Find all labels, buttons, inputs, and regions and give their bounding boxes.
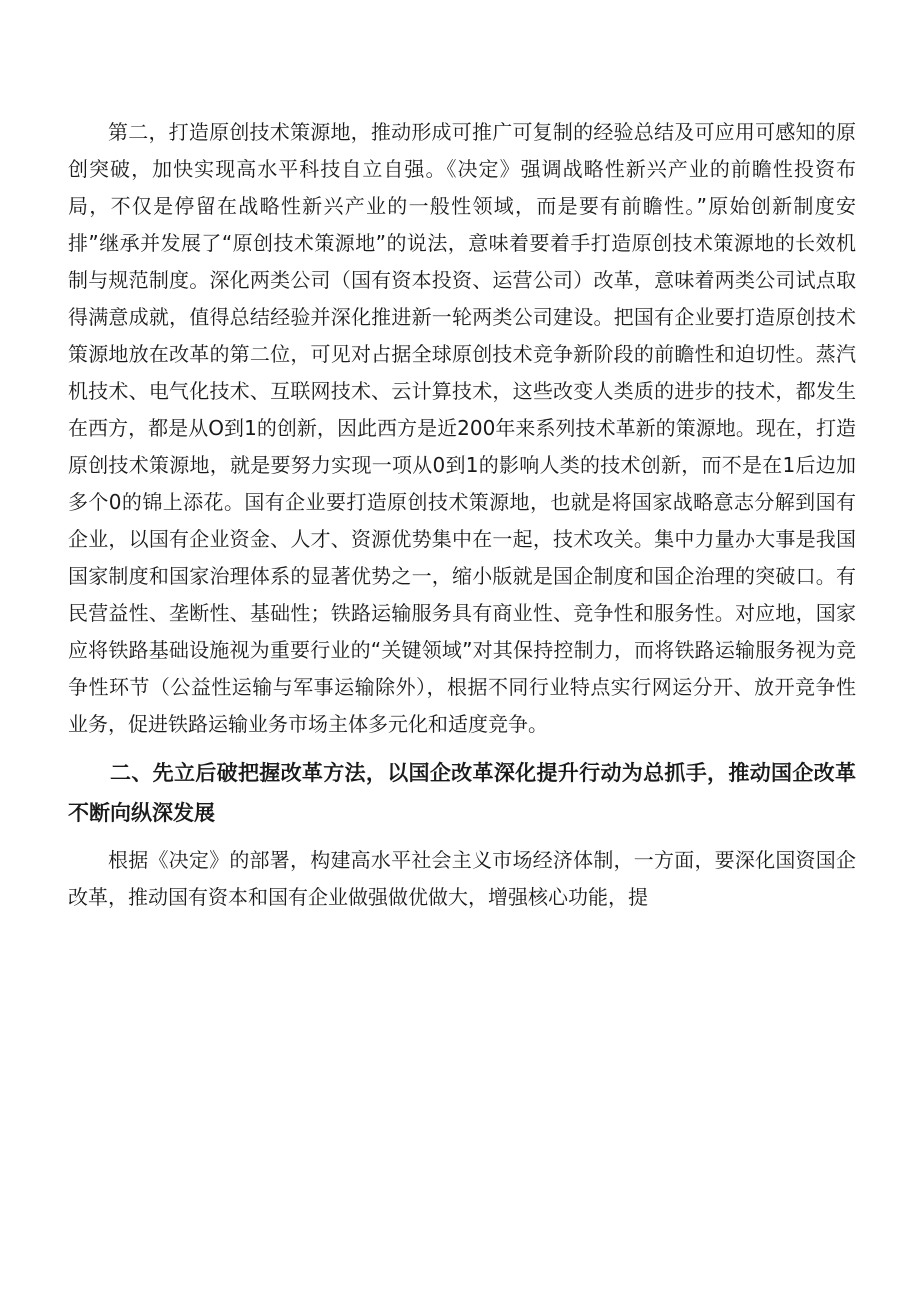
- section-heading: 二、先立后破把握改革方法，以国企改革深化提升行动为总抓手，推动国企改革不断向纵深发展: [68, 761, 856, 825]
- body-paragraph: 第二，打造原创技术策源地，推动形成可推广可复制的经验总结及可应用可感知的原创突破，加快实现高水平科技自立自强。《决定》强调战略性新兴产业的前瞻性投资布局，不仅是停留在战略性新兴产业的一般性领域，而是要有前瞻性。”原始创新制度安排”继承并发展了“原创技术策源地”的说法，意味着要着手打造原创技术策源地的长效机制与规范制度。深化两类公司（国有资本投资、运营公司）改革，意味着两类公司试点取得满意成就，值得总结经验并深化推进新一轮两类公司建设。把国有企业要打造原创技术策源地放在改革的第二位，可见对占据全球原创技术竞争新阶段的前瞻性和迫切性。蒸汽机技术、电气化技术、互联网技术、云计算技术，这些改变人类质的进步的技术，都发生在西方，都是从O到1的创新，因此西方是近200年来系列技术革新的策源地。现在，打造原创技术策源地，就是要努力实现一项从0到1的影响人类的技术创新，而不是在1后边加多个0的锦上添花。国有企业要打造原创技术策源地，也就是将国家战略意志分解到国有企业，以国有企业资金、人才、资源优势集中在一起，技术攻关。集中力量办大事是我国国家制度和国家治理体系的显著优势之一，缩小版就是国企制度和国企治理的突破口。有民营益性、垄断性、基础性；铁路运输服务具有商业性、竞争性和服务性。对应地，国家应将铁路基础设施视为重要行业的“关键领域”对其保持控制力，而将铁路运输服务视为竞争性环节（公益性运输与军事运输除外），根据不同行业特点实行网运分开、放开竞争性业务，促进铁路运输业务市场主体多元化和适度竞争。: [68, 120, 856, 736]
- document-body: [68, 114, 856, 916]
- body-paragraph: 根据《决定》的部署，构建高水平社会主义市场经济体制，一方面，要深化国资国企改革，推动国有资本和国有企业做强做优做大，增强核心功能，提: [68, 848, 856, 909]
